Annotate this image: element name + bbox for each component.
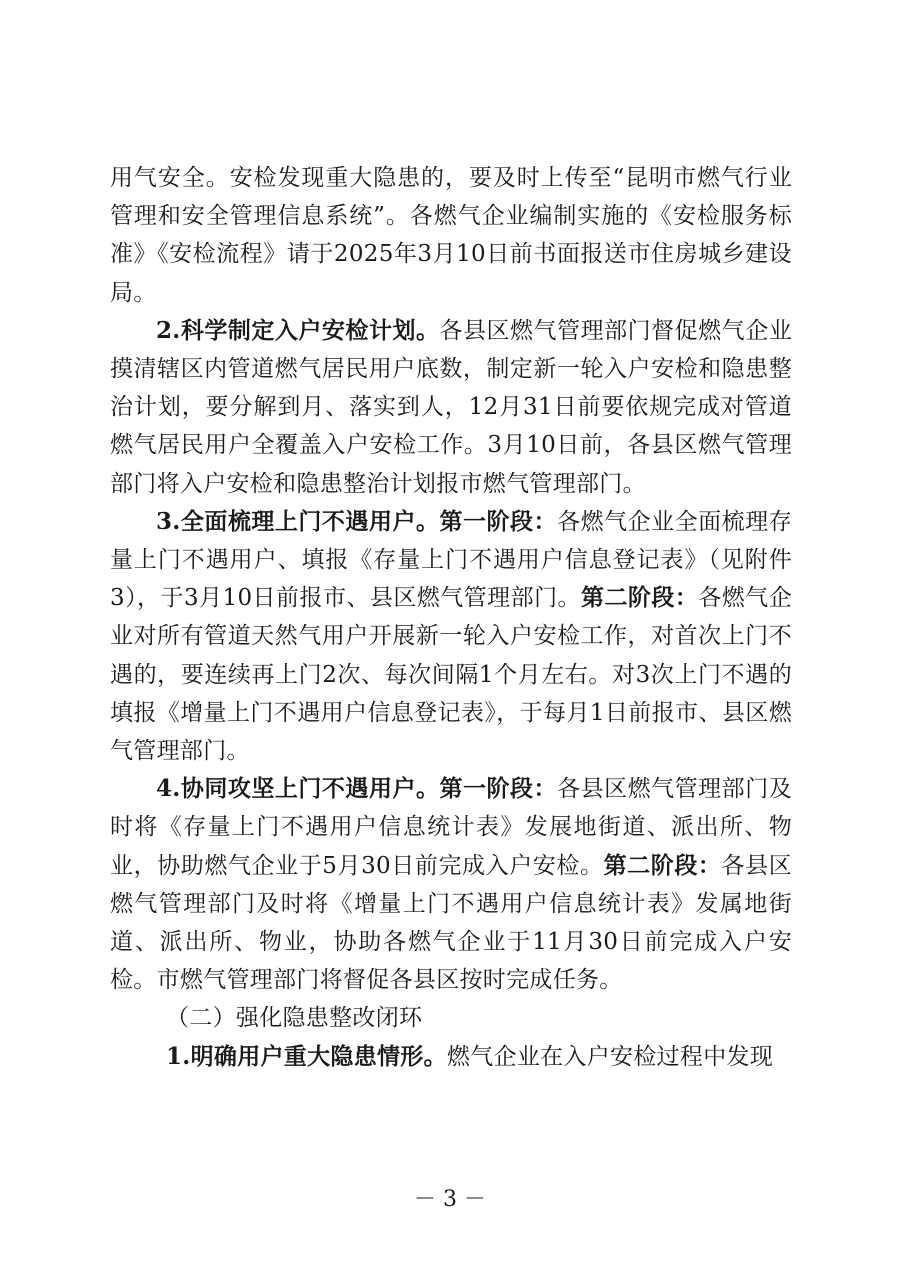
paragraph-text: 燃气企业在入户安检过程中发现 [446,1043,774,1070]
paragraph-heading: 2.科学制定入户安检计划。 [156,316,440,344]
paragraph-absent-users-joint-effort [110,770,792,999]
paragraph-text: 各燃气企业全面梳理存量上门不遇用户、填报《存量上门不遇用户信息登记表》（见附件3），于3月10日前报市、县区燃气管理部门。 [110,508,793,612]
paragraph-text: 各燃气企业对所有管道天然气用户开展新一轮入户安检工作，对首次上门不遇的，要连续再上门2次、每次间隔1个月左右。对3次上门不遇的填报《增量上门不遇用户信息登记表》，于每月1日前报市、县区燃气管理部门。 [110,585,793,765]
stage-label: 第一阶段： [439,775,558,803]
paragraph-heading: 1.明确用户重大隐患情形。 [166,1042,447,1070]
paragraph-heading: 4.协同攻坚上门不遇用户。 [156,775,440,803]
paragraph-major-hazards [110,1038,792,1076]
paragraph-text: 各县区燃气管理部门及时将《存量上门不遇用户信息统计表》发展地街道、派出所、物业，协助燃气企业于5月30日前完成入户安检。 [110,776,793,879]
paragraph-text: 各县区燃气管理部门督促燃气企业摸清辖区内管道燃气居民用户底数，制定新一轮入户安检和隐患整治计划，要分解到月、落实到人，12月31日前要依规完成对管道燃气居民用户全覆盖入户安检工作。3月10日前，各县区燃气管理部门将入户安检和隐患整治计划报市燃气管理部门。 [110,317,793,497]
paragraph-inspection-plan [110,312,792,503]
stage-label: 第二阶段： [581,584,699,612]
stage-label: 第一阶段： [439,507,558,535]
paragraph-text: 用气安全。安检发现重大隐患的，要及时上传至“昆明市燃气行业管理和安全管理信息系统”。各燃气企业编制实施的《安检服务标准》《安检流程》请于2025年3月10日前书面报送市住房城乡建设局。 [110,165,792,306]
paragraph-absent-users-review [110,503,792,770]
page-number: － 3 － [414,1187,486,1212]
paragraph-continuation [110,159,792,312]
document-body [110,159,792,1076]
stage-label: 第二阶段： [603,851,722,879]
paragraph-heading: 3.全面梳理上门不遇用户。 [156,507,440,535]
section-heading: （二）强化隐患整改闭环 [166,1005,423,1032]
paragraph-text: 各县区燃气管理部门及时将《增量上门不遇用户信息统计表》发属地街道、派出所、物业，协助各燃气企业于11月30日前完成入户安检。市燃气管理部门将督促各县区按时完成任务。 [110,852,793,994]
